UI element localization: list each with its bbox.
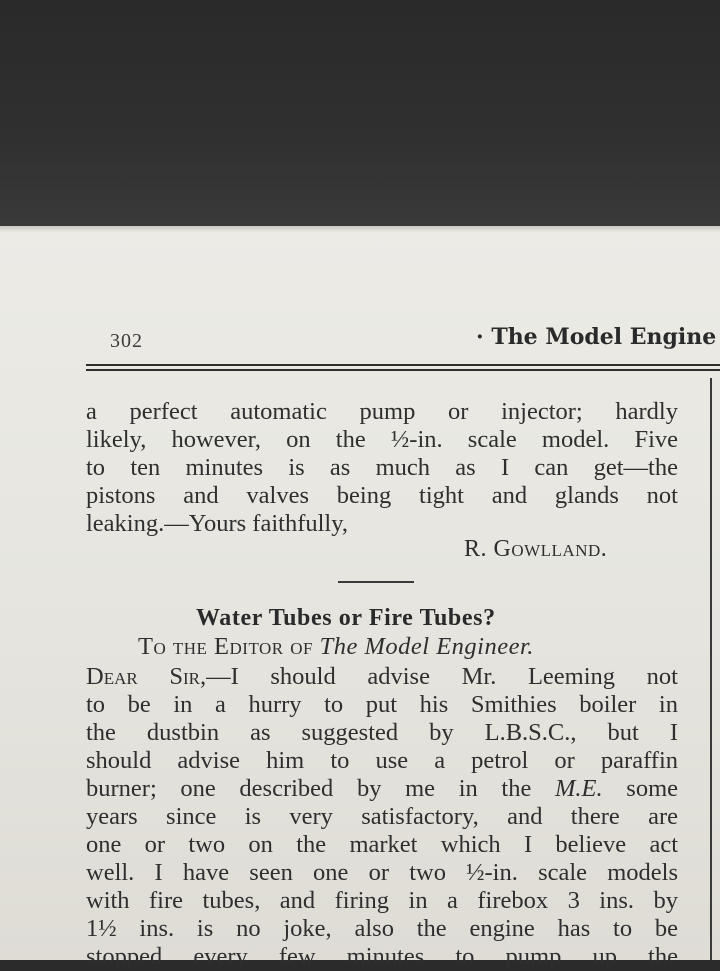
letter2-line-7: one or two on the market which I believe act bbox=[86, 831, 678, 858]
letter2-line-6: years since is very satisfactory, and there are bbox=[86, 803, 678, 830]
letter2-line-4: should advise him to use a petrol or paraffin bbox=[86, 747, 678, 774]
letter2-line-1: Dear Sir,—I should advise Mr. Leeming not bbox=[86, 663, 678, 690]
letter2-line-11: stopped every few minutes to pump up the bbox=[86, 943, 678, 970]
letter2-line-3: the dustbin as suggested by L.B.S.C., but I bbox=[86, 719, 678, 746]
header-rule-top bbox=[86, 364, 720, 366]
letter1-line-2: likely, however, on the ½-in. scale model. Five bbox=[86, 426, 678, 453]
dear-sir: Dear Sir, bbox=[86, 663, 207, 690]
running-head: · The Model Engine bbox=[476, 324, 717, 350]
letter1-line-5: leaking.—Yours faithfully, bbox=[86, 510, 348, 537]
letter2-line-5: burner; one described by me in the M.E. some bbox=[86, 775, 678, 802]
letter-heading: Water Tubes or Fire Tubes? bbox=[196, 605, 496, 631]
letter2-line-2: to be in a hurry to put his Smithies boiler in bbox=[86, 691, 678, 718]
header-rule-bottom bbox=[86, 369, 720, 371]
letter1-line-1: a perfect automatic pump or injector; hardly bbox=[86, 398, 678, 425]
page-top-edge bbox=[0, 226, 720, 232]
letter2-line-8: well. I have seen one or two ½-in. scale models bbox=[86, 859, 678, 886]
publication-name: The Model Engineer. bbox=[319, 633, 534, 660]
letter1-line-4: pistons and valves being tight and glands not bbox=[86, 482, 678, 509]
column-rule bbox=[710, 378, 712, 960]
section-divider bbox=[338, 581, 414, 583]
page-number: 302 bbox=[110, 330, 143, 352]
letter2-line-9: with fire tubes, and firing in a firebox 3 ins. by bbox=[86, 887, 678, 914]
dark-background bbox=[0, 0, 720, 232]
letter1-line-3: to ten minutes is as much as I can get—the bbox=[86, 454, 678, 481]
me-abbrev: M.E. bbox=[555, 775, 603, 802]
salutation bbox=[138, 633, 534, 661]
letter2-line-10: 1½ ins. is no joke, also the engine has to be bbox=[86, 915, 678, 942]
signature: R. Gowlland. bbox=[464, 536, 608, 562]
salutation-prefix: To the Editor of bbox=[138, 633, 320, 660]
